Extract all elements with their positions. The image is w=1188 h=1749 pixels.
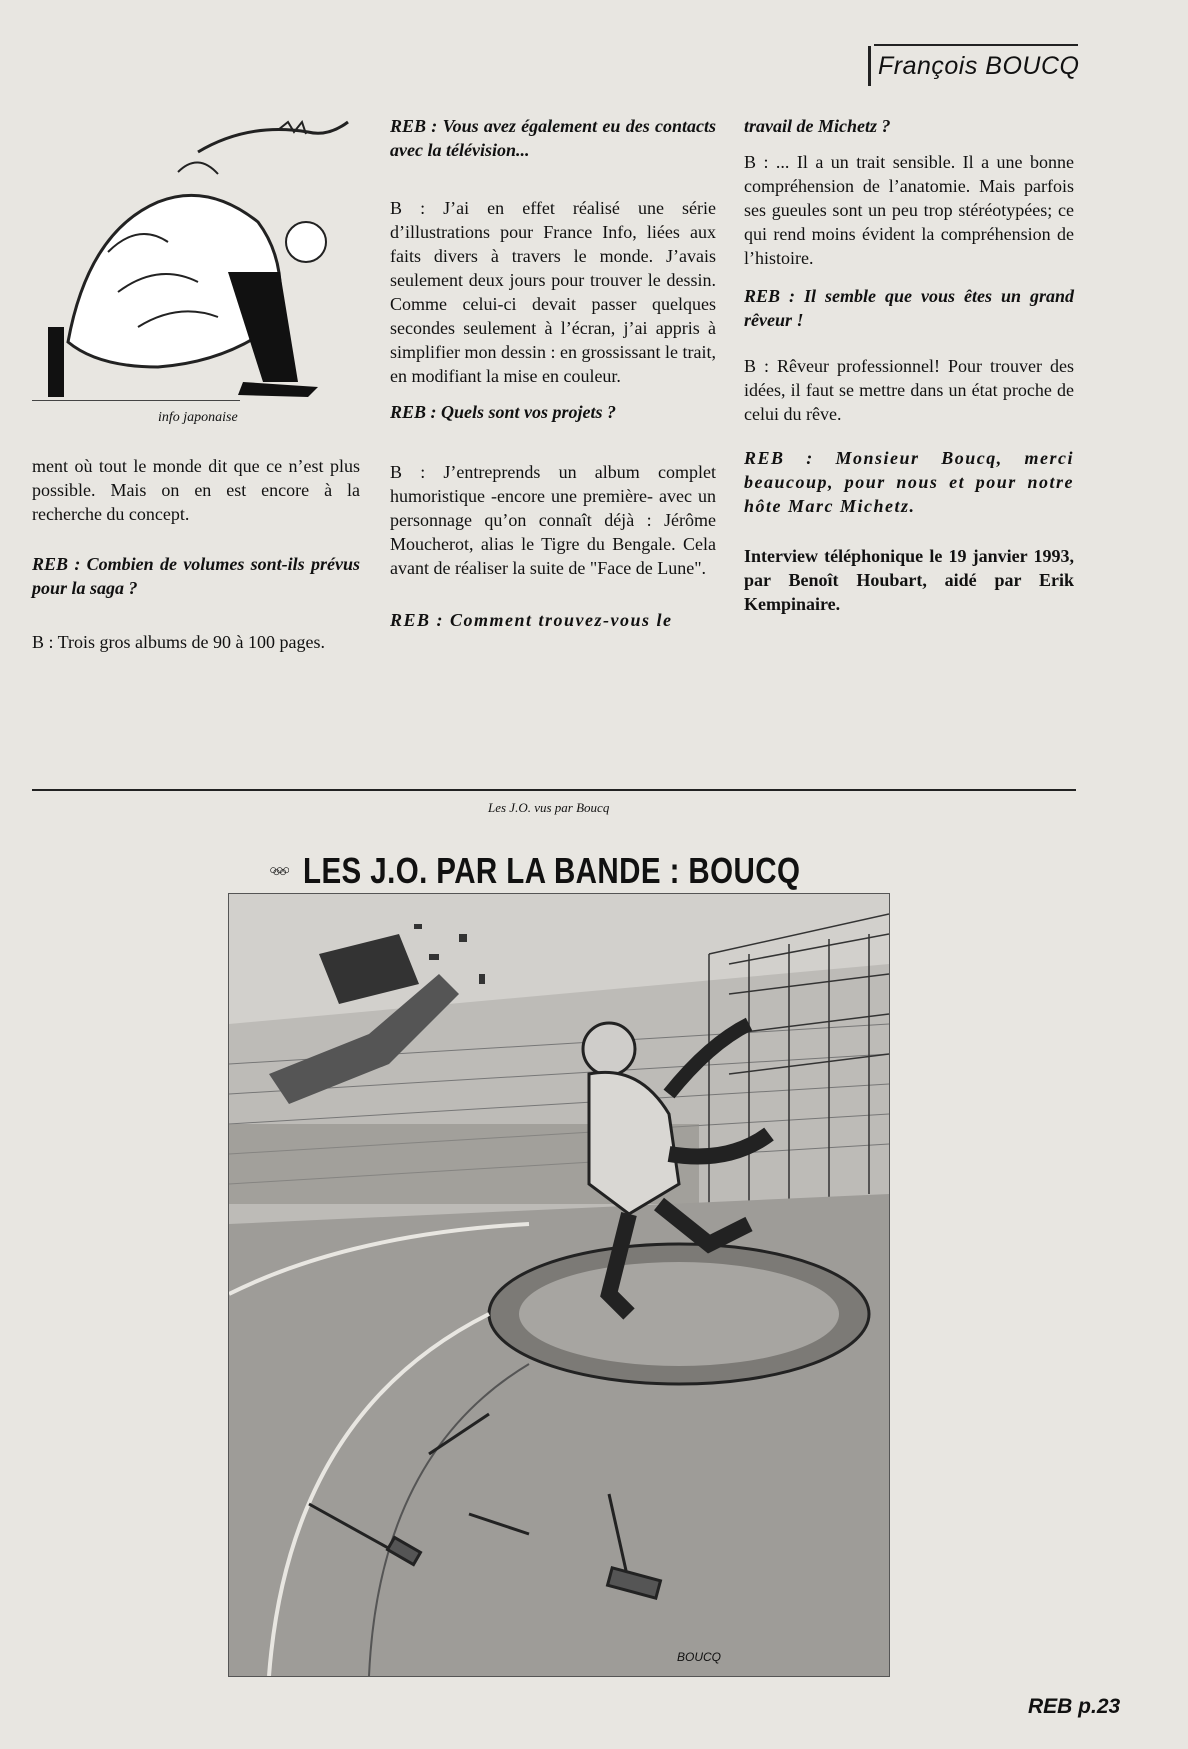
right-question-2: REB : Il semble que vous êtes un grand rêveur !: [744, 286, 1074, 330]
jo-title-text: LES J.O. PAR LA BANDE : BOUCQ: [303, 850, 801, 891]
middle-answer-2: B : J’entreprends un album complet humoristique -encore une première- avec un personnage qu’on connaît déjà : Jérôme Moucherot, alias le Tigre du Bengale. Cela avant de réaliser la suite de "Face de Lune".: [390, 462, 716, 578]
illustration-signature: BOUCQ: [676, 1650, 721, 1664]
info-japonaise-caption: info japonaise: [158, 410, 238, 425]
middle-answer-1: B : J’ai en effet réalisé une série d’illustrations pour France Info, liées aux faits divers à travers le monde. J’avais seulement deux jours pour trouver le dessin. Comme celui-ci devait passer quelques secondes seulement à l’écran, j’ai appris à simplifier mon dessin : en grossissant le trait, en modifiant la mise en couleur.: [390, 198, 716, 386]
right-question-3: REB : Monsieur Boucq, merci beaucoup, pour nous et pour notre hôte Marc Michetz.: [744, 448, 1074, 516]
middle-question-1: REB : Vous avez également eu des contacts avec la télévision...: [390, 116, 716, 160]
interview-credit: Interview téléphonique le 19 janvier 1993, par Benoît Houbart, aidé par Erik Kempinaire.: [744, 546, 1074, 614]
header-bar: [868, 46, 871, 86]
jo-caption: Les J.O. vus par Boucq: [488, 800, 610, 815]
page-number: REB p.23: [1028, 1695, 1121, 1718]
section-divider: [32, 789, 1076, 791]
right-answer-1: B : ... Il a un trait sensible. Il a une bonne compréhension de l’anatomie. Mais parfois ses gueules sont un peu trop stéréotypées; ce qui rend moins évident la compréhension de l’histoire.: [744, 152, 1074, 268]
left-column: [32, 454, 360, 676]
left-answer-2: B : Trois gros albums de 90 à 100 pages.: [32, 632, 326, 652]
left-answer-1: ment où tout le monde dit que ce n’est plus possible. Mais on en est encore à la recherche du concept.: [32, 456, 360, 524]
image-underline: [32, 400, 240, 401]
olympic-rings-icon: [270, 851, 289, 891]
info-japonaise-drawing: [48, 112, 354, 397]
right-question-1: travail de Michetz ?: [744, 116, 891, 136]
middle-question-3: REB : Comment trouvez-vous le: [390, 610, 673, 630]
middle-question-2: REB : Quels sont vos projets ?: [390, 402, 617, 422]
jo-illustration: [228, 893, 890, 1677]
right-answer-2: B : Rêveur professionnel! Pour trouver des idées, il faut se mettre dans un état proche de celui du rêve.: [744, 356, 1074, 424]
middle-column: [390, 114, 716, 654]
header-rule: [874, 44, 1078, 46]
right-column: [744, 114, 1074, 638]
jo-title: [270, 846, 910, 896]
author-header: François BOUCQ: [878, 52, 1080, 80]
left-question-1: REB : Combien de volumes sont-ils prévus pour la saga ?: [32, 554, 360, 598]
